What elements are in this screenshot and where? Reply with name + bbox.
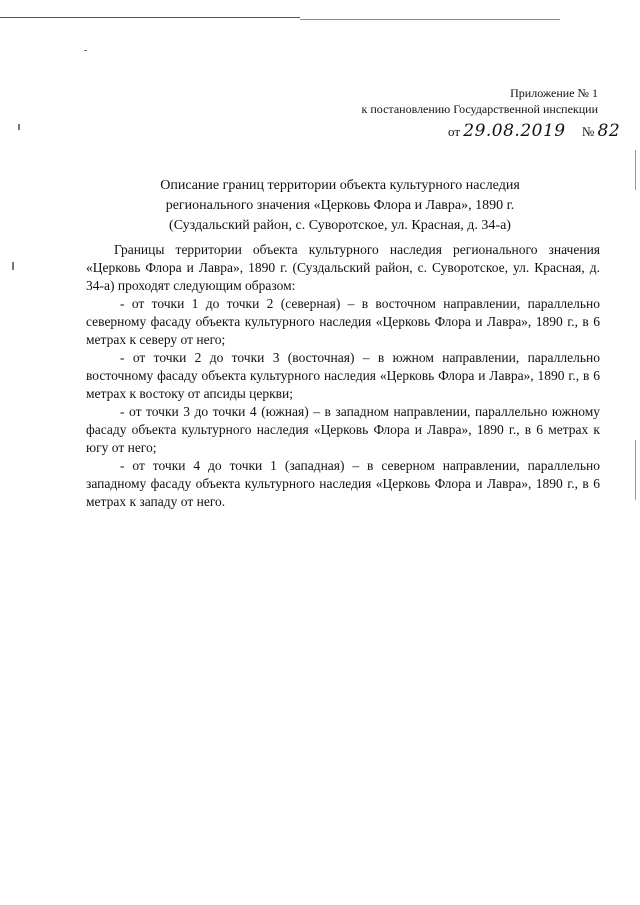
- date-prefix: от: [448, 124, 461, 139]
- document-title: [100, 176, 580, 236]
- boundary-segment-paragraph: - от точки 2 до точки 3 (восточная) – в южном направлении, параллельно восточному фасаду объекта культурного наследия «Церковь Флора и Лавра», 1890 г., в 6 метрах к востоку от апсиды церкви;: [86, 350, 600, 401]
- scan-artifact-edge: [635, 440, 636, 500]
- boundary-segment-paragraph: - от точки 1 до точки 2 (северная) – в восточном направлении, параллельно северному фасаду объекта культурного наследия «Церковь Флора и Лавра», 1890 г., в 6 метрах к северу от него;: [86, 296, 600, 347]
- boundary-segment-paragraph: - от точки 3 до точки 4 (южная) – в западном направлении, параллельно южному фасаду объекта культурного наследия «Церковь Флора и Лавра», 1890 г., в 6 метрах к югу от него;: [86, 404, 600, 455]
- title-line: (Суздальский район, с. Суворотское, ул. Красная, д. 34-а): [169, 218, 511, 233]
- appendix-number: Приложение № 1: [510, 86, 598, 100]
- scan-artifact-line: [300, 19, 560, 20]
- title-line: Описание границ территории объекта культурного наследия: [160, 178, 520, 193]
- title-line: регионального значения «Церковь Флора и Лавра», 1890 г.: [165, 198, 515, 213]
- scan-artifact-dot: [12, 262, 14, 270]
- scan-artifact-dot: [84, 50, 87, 51]
- intro-paragraph: Границы территории объекта культурного наследия регионального значения «Церковь Флора и Лавра», 1890 г. (Суздальский район, с. Суворотское, ул. Красная, д. 34-а) проходят следующим образом:: [86, 242, 600, 293]
- appendix-reference: к постановлению Государственной инспекции: [361, 102, 598, 116]
- document-body: [86, 241, 600, 511]
- appendix-header: [362, 85, 598, 117]
- scan-artifact-line: [0, 17, 300, 18]
- date-number-line: [448, 121, 620, 141]
- handwritten-date: 29.08.2019: [463, 121, 566, 141]
- scan-artifact-dot: [18, 124, 20, 130]
- scan-artifact-edge: [635, 150, 636, 190]
- number-label: №: [581, 124, 595, 139]
- boundary-segment-paragraph: - от точки 4 до точки 1 (западная) – в северном направлении, параллельно западному фасаду объекта культурного наследия «Церковь Флора и Лавра», 1890 г., в 6 метрах к западу от него.: [86, 458, 600, 509]
- handwritten-number: 82: [597, 121, 621, 141]
